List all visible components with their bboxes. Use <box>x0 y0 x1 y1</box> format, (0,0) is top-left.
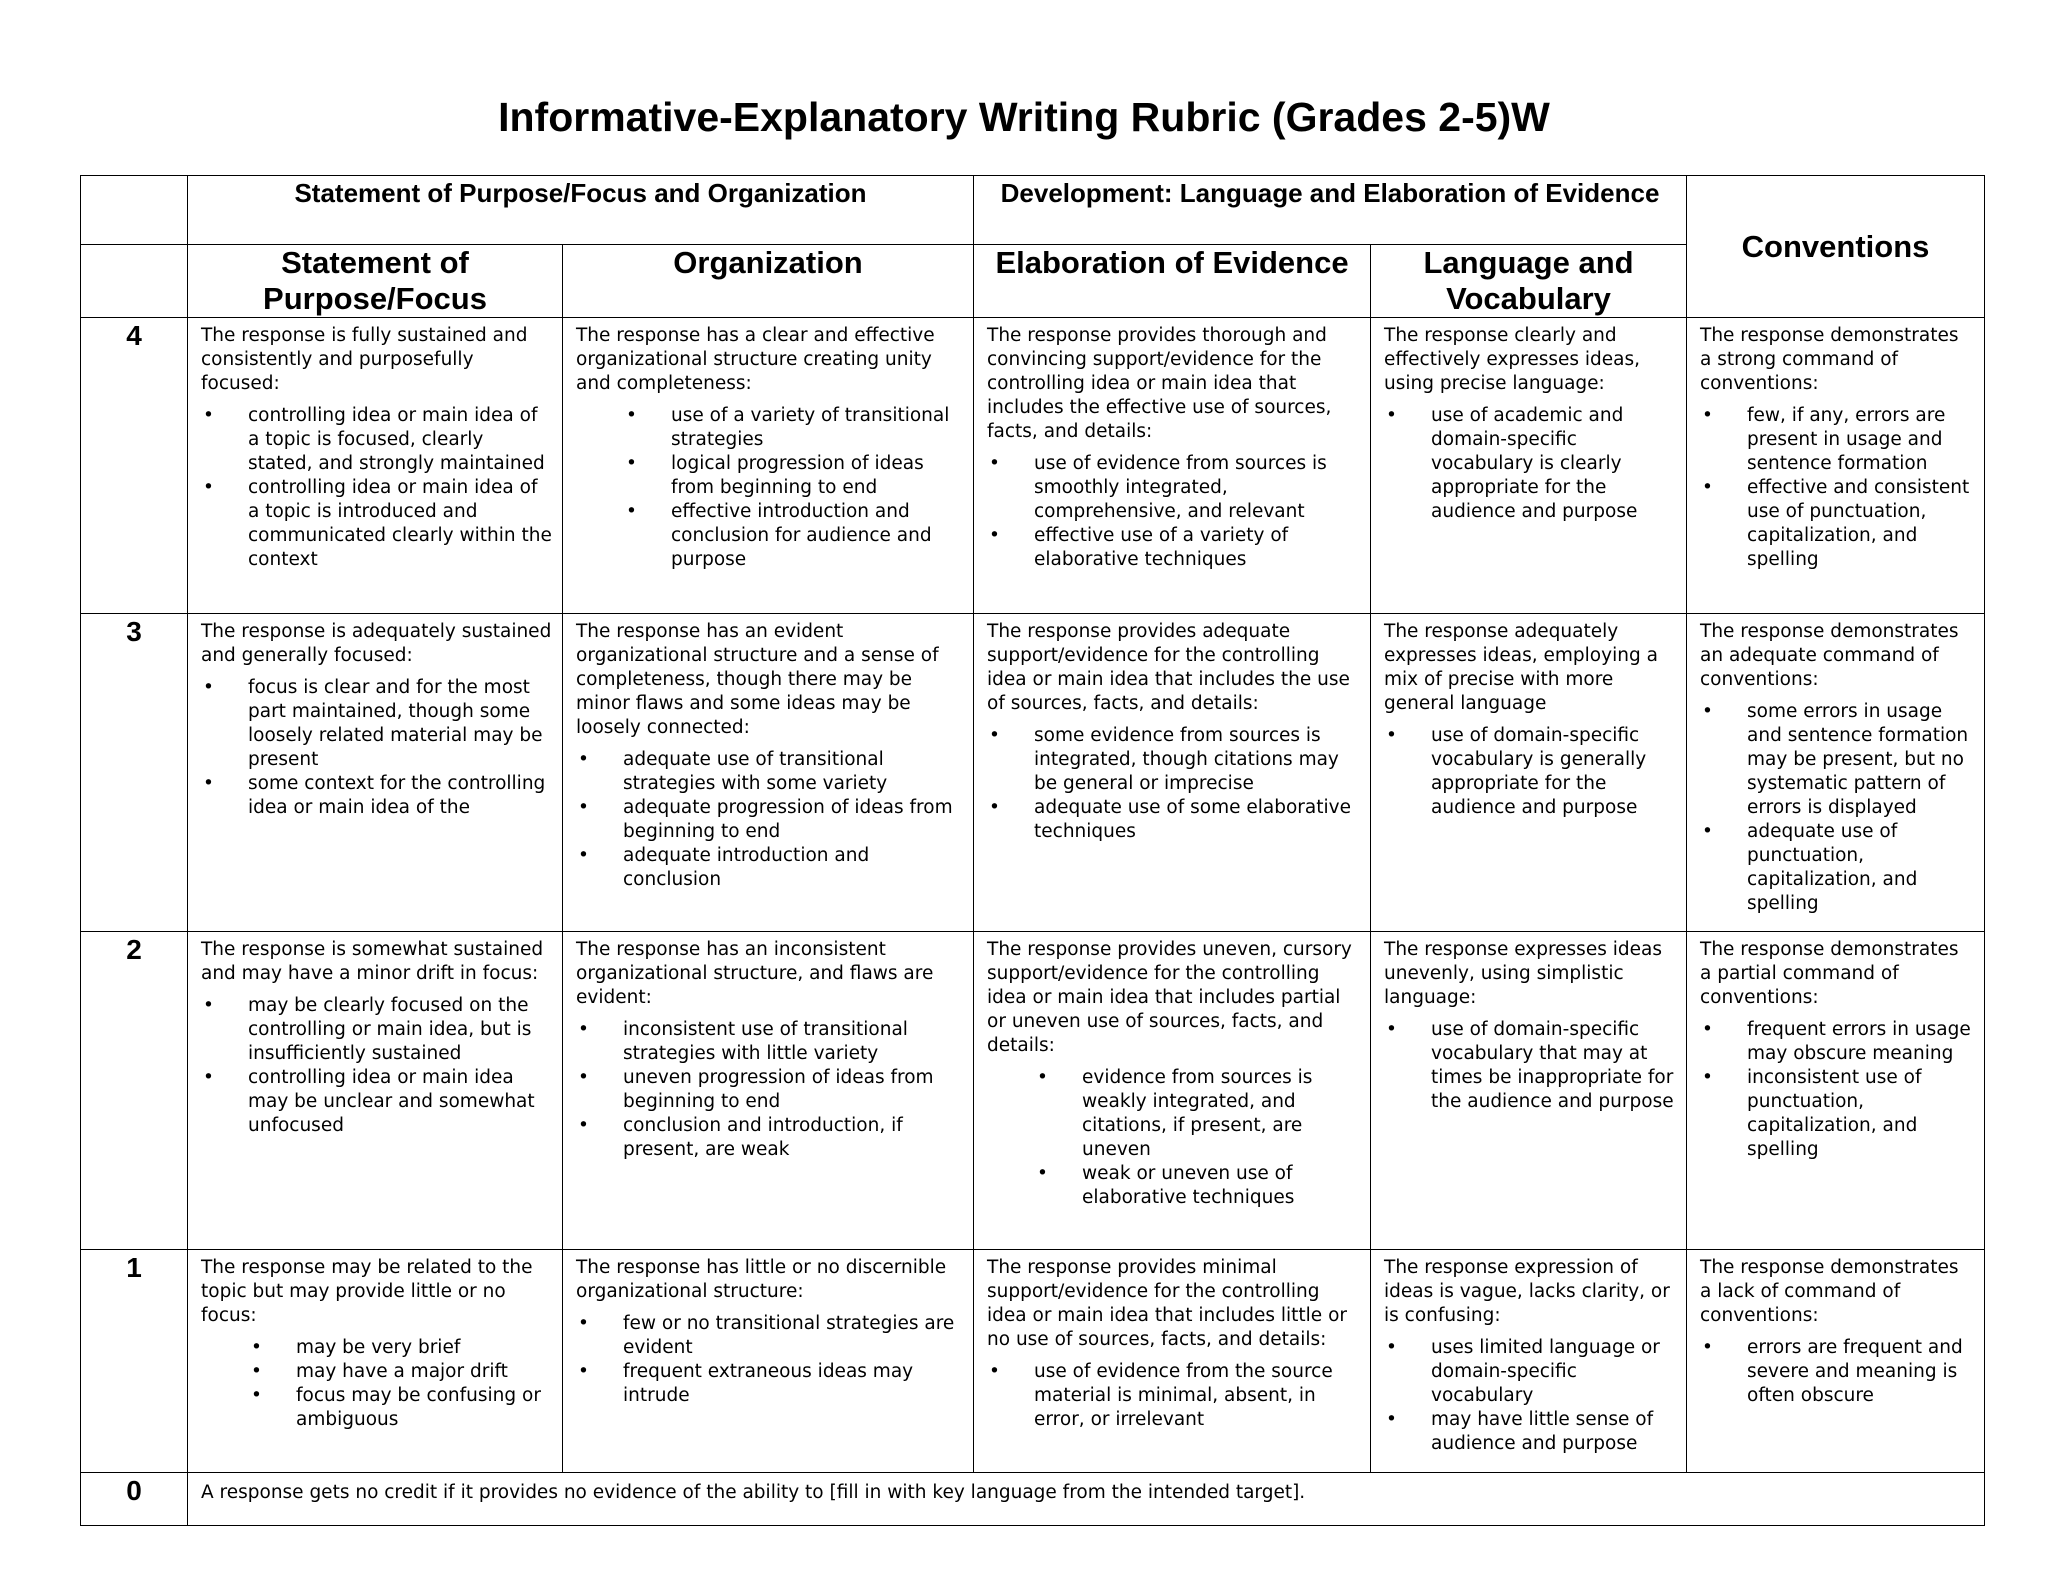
criterion-bullet: • use of evidence from sources is smoothly integrated, comprehensive, and relevant <box>987 452 1360 524</box>
criterion-bullet: • uses limited language or domain-specific vocabulary <box>1384 1336 1676 1408</box>
header-elaboration: Elaboration of Evidence <box>974 245 1371 318</box>
criterion-bullet: • may have little sense of audience and purpose <box>1384 1408 1676 1456</box>
criterion-bullet: • some errors in usage and sentence formation may be present, but no systematic pattern of errors is displayed <box>1700 700 1974 820</box>
score-row-0 <box>81 1473 1985 1526</box>
criterion-bullet: • may be clearly focused on the controlling or main idea, but is insufficiently sustained <box>201 994 552 1066</box>
criterion-intro: The response adequately expresses ideas, employing a mix of precise with more general language <box>1384 621 1658 714</box>
zero-score-description: A response gets no credit if it provides no evidence of the ability to [fill in with key language from the intended target]. <box>188 1473 1985 1526</box>
criterion-intro: The response has an inconsistent organizational structure, and flaws are evident: <box>576 939 934 1008</box>
score-row-3 <box>81 614 1985 932</box>
criterion-bullet: • use of academic and domain-specific vocabulary is clearly appropriate for the audience and purpose <box>1384 404 1676 524</box>
language-vocabulary-cell <box>1371 1250 1687 1473</box>
criterion-bullets <box>1700 404 1974 572</box>
organization-cell <box>563 614 974 932</box>
criterion-bullets <box>1700 700 1974 916</box>
language-vocabulary-cell <box>1371 932 1687 1250</box>
criterion-bullet: • use of evidence from the source material is minimal, absent, in error, or irrelevant <box>987 1360 1360 1432</box>
purpose-focus-cell <box>188 932 563 1250</box>
criterion-bullet: • controlling idea or main idea of a topic is focused, clearly stated, and strongly maintained <box>201 404 552 476</box>
criterion-bullet: • effective use of a variety of elaborative techniques <box>987 524 1360 572</box>
criterion-bullets <box>576 1018 963 1162</box>
rubric-body <box>81 318 1985 1473</box>
elaboration-cell <box>974 932 1371 1250</box>
criterion-bullet: • focus is clear and for the most part maintained, though some loosely related material may be present <box>201 676 552 772</box>
rubric-table <box>80 175 1985 1526</box>
criterion-bullet: • adequate use of transitional strategies with some variety <box>576 748 963 796</box>
organization-cell <box>563 1250 974 1473</box>
criterion-bullets <box>987 452 1360 572</box>
criterion-bullets <box>201 676 552 820</box>
elaboration-cell <box>974 614 1371 932</box>
criterion-intro: The response is fully sustained and consistently and purposefully focused: <box>201 325 528 394</box>
criterion-intro: The response demonstrates a lack of command of conventions: <box>1700 1257 1959 1326</box>
criterion-intro: The response demonstrates an adequate command of conventions: <box>1700 621 1959 690</box>
criterion-bullet: • inconsistent use of transitional strategies with little variety <box>576 1018 963 1066</box>
language-vocabulary-cell <box>1371 318 1687 614</box>
header-purpose-focus: Statement of Purpose/Focus <box>188 245 563 318</box>
criterion-bullet: • few or no transitional strategies are evident <box>576 1312 963 1360</box>
criterion-intro: The response has an evident organizational structure and a sense of completeness, though there may be minor flaws and some ideas may be loosely connected: <box>576 621 939 738</box>
criterion-bullets <box>576 404 963 572</box>
criterion-bullets <box>576 1312 963 1408</box>
criterion-bullets <box>1384 724 1676 820</box>
elaboration-cell <box>974 1250 1371 1473</box>
language-vocabulary-cell <box>1371 614 1687 932</box>
page-title: Informative-Explanatory Writing Rubric (Grades 2-5)W <box>498 94 1550 140</box>
organization-cell <box>563 318 974 614</box>
purpose-focus-cell <box>188 318 563 614</box>
criterion-bullet: • uneven progression of ideas from beginning to end <box>576 1066 963 1114</box>
corner-cell-lower <box>81 245 188 318</box>
criterion-bullet: • frequent errors in usage may obscure meaning <box>1700 1018 1974 1066</box>
criterion-bullet: • effective introduction and conclusion for audience and purpose <box>576 500 963 572</box>
conventions-cell <box>1687 1250 1985 1473</box>
criterion-bullet: • logical progression of ideas from beginning to end <box>576 452 963 500</box>
criterion-bullets <box>1700 1336 1974 1408</box>
criterion-bullets <box>201 1336 552 1432</box>
conventions-cell <box>1687 614 1985 932</box>
criterion-bullet: • conclusion and introduction, if present, are weak <box>576 1114 963 1162</box>
criterion-bullets <box>987 724 1360 844</box>
criterion-bullets <box>1384 404 1676 524</box>
group-header-row <box>81 176 1985 245</box>
score-label: 1 <box>81 1250 188 1473</box>
score-row-4 <box>81 318 1985 614</box>
criterion-bullet: • evidence from sources is weakly integrated, and citations, if present, are uneven <box>987 1066 1360 1162</box>
criterion-intro: The response is adequately sustained and generally focused: <box>201 621 552 666</box>
header-organization: Organization <box>563 245 974 318</box>
criterion-bullet: • focus may be confusing or ambiguous <box>201 1384 552 1432</box>
criterion-intro: The response clearly and effectively expresses ideas, using precise language: <box>1384 325 1641 394</box>
criterion-intro: The response demonstrates a strong command of conventions: <box>1700 325 1959 394</box>
criterion-bullet: • may have a major drift <box>201 1360 552 1384</box>
criterion-bullet: • some context for the controlling idea or main idea of the <box>201 772 552 820</box>
criterion-bullet: • weak or uneven use of elaborative techniques <box>987 1162 1360 1210</box>
header-conventions: Conventions <box>1687 176 1985 318</box>
criterion-bullets <box>576 748 963 892</box>
criterion-bullet: • controlling idea or main idea may be unclear and somewhat unfocused <box>201 1066 552 1138</box>
criterion-intro: The response may be related to the topic but may provide little or no focus: <box>201 1257 533 1326</box>
group-header-development: Development: Language and Elaboration of Evidence <box>974 176 1687 245</box>
criterion-intro: The response expression of ideas is vague, lacks clarity, or is confusing: <box>1384 1257 1670 1326</box>
criterion-bullet: • adequate introduction and conclusion <box>576 844 963 892</box>
criterion-bullets <box>1384 1018 1676 1114</box>
criterion-intro: The response provides adequate support/evidence for the controlling idea or main idea that includes the use of sources, facts, and details: <box>987 621 1350 714</box>
criterion-bullet: • adequate use of some elaborative techniques <box>987 796 1360 844</box>
criterion-bullet: • adequate use of punctuation, capitalization, and spelling <box>1700 820 1974 916</box>
conventions-cell <box>1687 932 1985 1250</box>
criterion-bullets <box>987 1360 1360 1432</box>
criterion-bullets <box>201 994 552 1138</box>
criterion-intro: The response has little or no discernible organizational structure: <box>576 1257 947 1302</box>
criterion-bullets <box>987 1066 1360 1210</box>
score-label: 4 <box>81 318 188 614</box>
criterion-intro: The response provides uneven, cursory support/evidence for the controlling idea or main idea that includes partial or uneven use of sources, facts, and details: <box>987 939 1352 1056</box>
criterion-intro: The response has a clear and effective organizational structure creating unity and completeness: <box>576 325 935 394</box>
score-label: 3 <box>81 614 188 932</box>
criterion-intro: The response provides minimal support/evidence for the controlling idea or main idea that includes little or no use of sources, facts, and details: <box>987 1257 1347 1350</box>
score-row-2 <box>81 932 1985 1250</box>
criterion-bullet: • frequent extraneous ideas may intrude <box>576 1360 963 1408</box>
criterion-intro: The response is somewhat sustained and may have a minor drift in focus: <box>201 939 544 984</box>
criterion-bullets <box>1384 1336 1676 1456</box>
organization-cell <box>563 932 974 1250</box>
criterion-intro: The response expresses ideas unevenly, using simplistic language: <box>1384 939 1662 1008</box>
corner-cell <box>81 176 188 245</box>
criterion-bullets <box>1700 1018 1974 1162</box>
criterion-bullet: • adequate progression of ideas from beginning to end <box>576 796 963 844</box>
conventions-cell <box>1687 318 1985 614</box>
purpose-focus-cell <box>188 1250 563 1473</box>
criterion-bullet: • use of a variety of transitional strategies <box>576 404 963 452</box>
score-label: 2 <box>81 932 188 1250</box>
score-row-1 <box>81 1250 1985 1473</box>
criterion-bullet: • use of domain-specific vocabulary is generally appropriate for the audience and purpose <box>1384 724 1676 820</box>
criterion-bullet: • controlling idea or main idea of a topic is introduced and communicated clearly within the context <box>201 476 552 572</box>
score-label: 0 <box>81 1473 188 1526</box>
group-header-purpose-organization: Statement of Purpose/Focus and Organization <box>188 176 974 245</box>
criterion-bullet: • few, if any, errors are present in usage and sentence formation <box>1700 404 1974 476</box>
header-language-vocabulary: Language and Vocabulary <box>1371 245 1687 318</box>
criterion-bullet: • may be very brief <box>201 1336 552 1360</box>
criterion-bullet: • inconsistent use of punctuation, capitalization, and spelling <box>1700 1066 1974 1162</box>
criterion-intro: The response provides thorough and convincing support/evidence for the controlling idea or main idea that includes the effective use of sources, facts, and details: <box>987 325 1332 442</box>
criterion-bullets <box>201 404 552 572</box>
criterion-bullet: • some evidence from sources is integrated, though citations may be general or imprecise <box>987 724 1360 796</box>
criterion-bullet: • use of domain-specific vocabulary that may at times be inappropriate for the audience and purpose <box>1384 1018 1676 1114</box>
criterion-bullet: • errors are frequent and severe and meaning is often obscure <box>1700 1336 1974 1408</box>
criterion-bullet: • effective and consistent use of punctuation, capitalization, and spelling <box>1700 476 1974 572</box>
elaboration-cell <box>974 318 1371 614</box>
purpose-focus-cell <box>188 614 563 932</box>
criterion-intro: The response demonstrates a partial command of conventions: <box>1700 939 1959 1008</box>
